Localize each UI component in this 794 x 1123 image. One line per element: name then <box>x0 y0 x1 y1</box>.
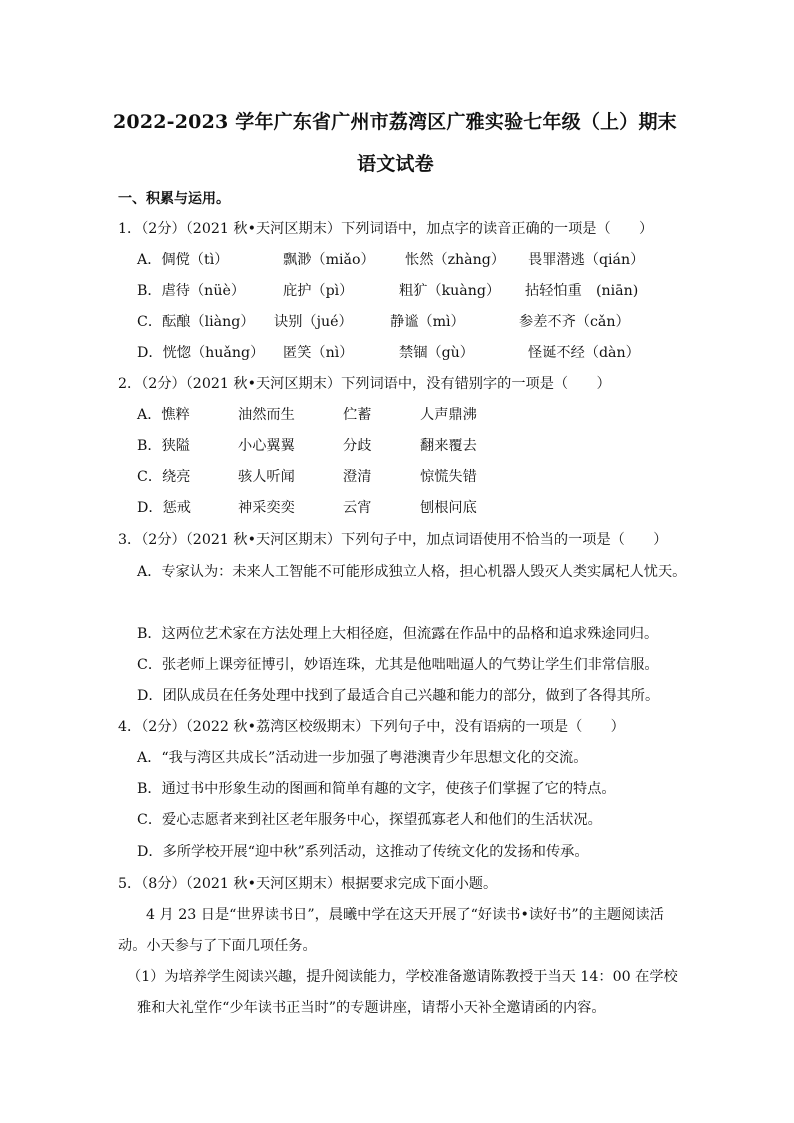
q2-option-cell: 翻来覆去 <box>420 438 477 454</box>
q1-option-cell: 粗犷（kuàng） <box>399 283 501 299</box>
q1-option-cell: B．虐待（nüè） <box>137 283 246 299</box>
q4-option: B．通过书中形象生动的图画和简单有趣的文字，使孩子们掌握了它的特点。 <box>137 781 616 797</box>
q1-option-cell: 诀别（jué） <box>274 314 353 330</box>
q1-option-cell: D．恍惚（huǎng） <box>137 345 265 361</box>
q4-option: D．多所学校开展“迎中秋”系列活动，这推动了传统文化的发扬和传承。 <box>137 844 589 860</box>
q5-subquestion-1: （1）为培养学生阅读兴趣，提升阅读能力，学校准备邀请陈教授于当天 14：00 在学校 <box>127 969 678 985</box>
page-title-line2: 语文试卷 <box>357 153 434 175</box>
q1-option-cell: 参差不齐（cǎn） <box>519 314 630 330</box>
question-1-stem: 1．（2分）（2021 秋•天河区期末）下列词语中，加点字的读音正确的一项是（ ） <box>118 221 654 237</box>
q2-option-cell: 油然而生 <box>238 407 295 423</box>
q2-option-cell: 惊慌失错 <box>420 469 477 485</box>
q2-option-cell: A．憔粹 <box>137 407 190 423</box>
q2-option-cell: 云宵 <box>343 500 372 516</box>
q2-option-cell: 伫蓄 <box>343 407 372 423</box>
q1-option-cell: 怅然（zhàng） <box>405 252 506 268</box>
q2-option-cell: 分歧 <box>343 438 372 454</box>
q1-option-cell: 禁锢（gù） <box>399 345 474 361</box>
q3-option: D．团队成员在任务处理中找到了最适合自己兴趣和能力的部分，做到了各得其所。 <box>137 688 660 704</box>
q2-option-cell: C．绕亮 <box>137 469 191 485</box>
q5-paragraph: 动。小天参与了下面几项任务。 <box>118 938 317 954</box>
q1-option-cell: 拈轻怕重 (niān) <box>525 283 639 299</box>
page-title-line1: 2022-2023 学年广东省广州市荔湾区广雅实验七年级（上）期末 <box>113 111 677 133</box>
q1-option-cell: A．倜傥（tì） <box>137 252 229 268</box>
question-5-stem: 5．（8分）（2021 秋•天河区期末）根据要求完成下面小题。 <box>118 876 498 892</box>
q2-option-cell: D．惩戒 <box>137 500 191 516</box>
q2-option-cell: B．狭隘 <box>137 438 190 454</box>
q1-option-cell: C．酝酿（liàng） <box>137 314 255 330</box>
q5-subquestion-1-cont: 雅和大礼堂作“少年读书正当时”的专题讲座，请帮小天补全邀请函的内容。 <box>137 1000 606 1016</box>
q1-option-cell: 静谧（mì） <box>390 314 465 330</box>
q1-option-cell: 怪诞不经（dàn） <box>528 345 640 361</box>
q4-option: C．爱心志愿者来到社区老年服务中心，探望孤寡老人和他们的生活状况。 <box>137 812 602 828</box>
question-2-stem: 2．（2分）（2021 秋•天河区期末）下列词语中，没有错别字的一项是（ ） <box>118 376 611 392</box>
q3-option: A．专家认为：未来人工智能不可能形成独立人格，担心机器人毁灭人类实属杞人忧天。 <box>137 564 687 580</box>
q2-option-cell: 刨根问底 <box>420 500 477 516</box>
q1-option-cell: 匿笑（nì） <box>283 345 354 361</box>
q1-option-cell: 飘渺（miǎo） <box>283 252 375 268</box>
q1-option-cell: 庇护（pì） <box>283 283 354 299</box>
question-3-stem: 3．（2分）（2021 秋•天河区期末）下列句子中，加点词语使用不恰当的一项是（ ） <box>118 532 668 548</box>
q3-option: B．这两位艺术家在方法处理上大相径庭，但流露在作品中的品格和追求殊途同归。 <box>137 626 659 642</box>
section-heading: 一、积累与运用。 <box>118 191 230 207</box>
q2-option-cell: 小心翼翼 <box>238 438 295 454</box>
q1-option-cell: 畏罪潜逃（qián） <box>528 252 645 268</box>
q4-option: A．“我与湾区共成长”活动进一步加强了粤港澳青少年思想文化的交流。 <box>137 750 588 766</box>
q3-option: C．张老师上课旁征博引，妙语连珠，尤其是他咄咄逼人的气势让学生们非常信服。 <box>137 657 659 673</box>
q2-option-cell: 人声鼎沸 <box>420 407 477 423</box>
q2-option-cell: 澄清 <box>343 469 372 485</box>
q2-option-cell: 骇人听闻 <box>238 469 295 485</box>
question-4-stem: 4．（2分）（2022 秋•荔湾区校级期末）下列句子中，没有语病的一项是（ ） <box>118 719 625 735</box>
q2-option-cell: 神采奕奕 <box>238 500 295 516</box>
q5-paragraph: 4 月 23 日是“世界读书日”，晨曦中学在这天开展了“好读书•读好书”的主题阅读活 <box>146 907 664 923</box>
